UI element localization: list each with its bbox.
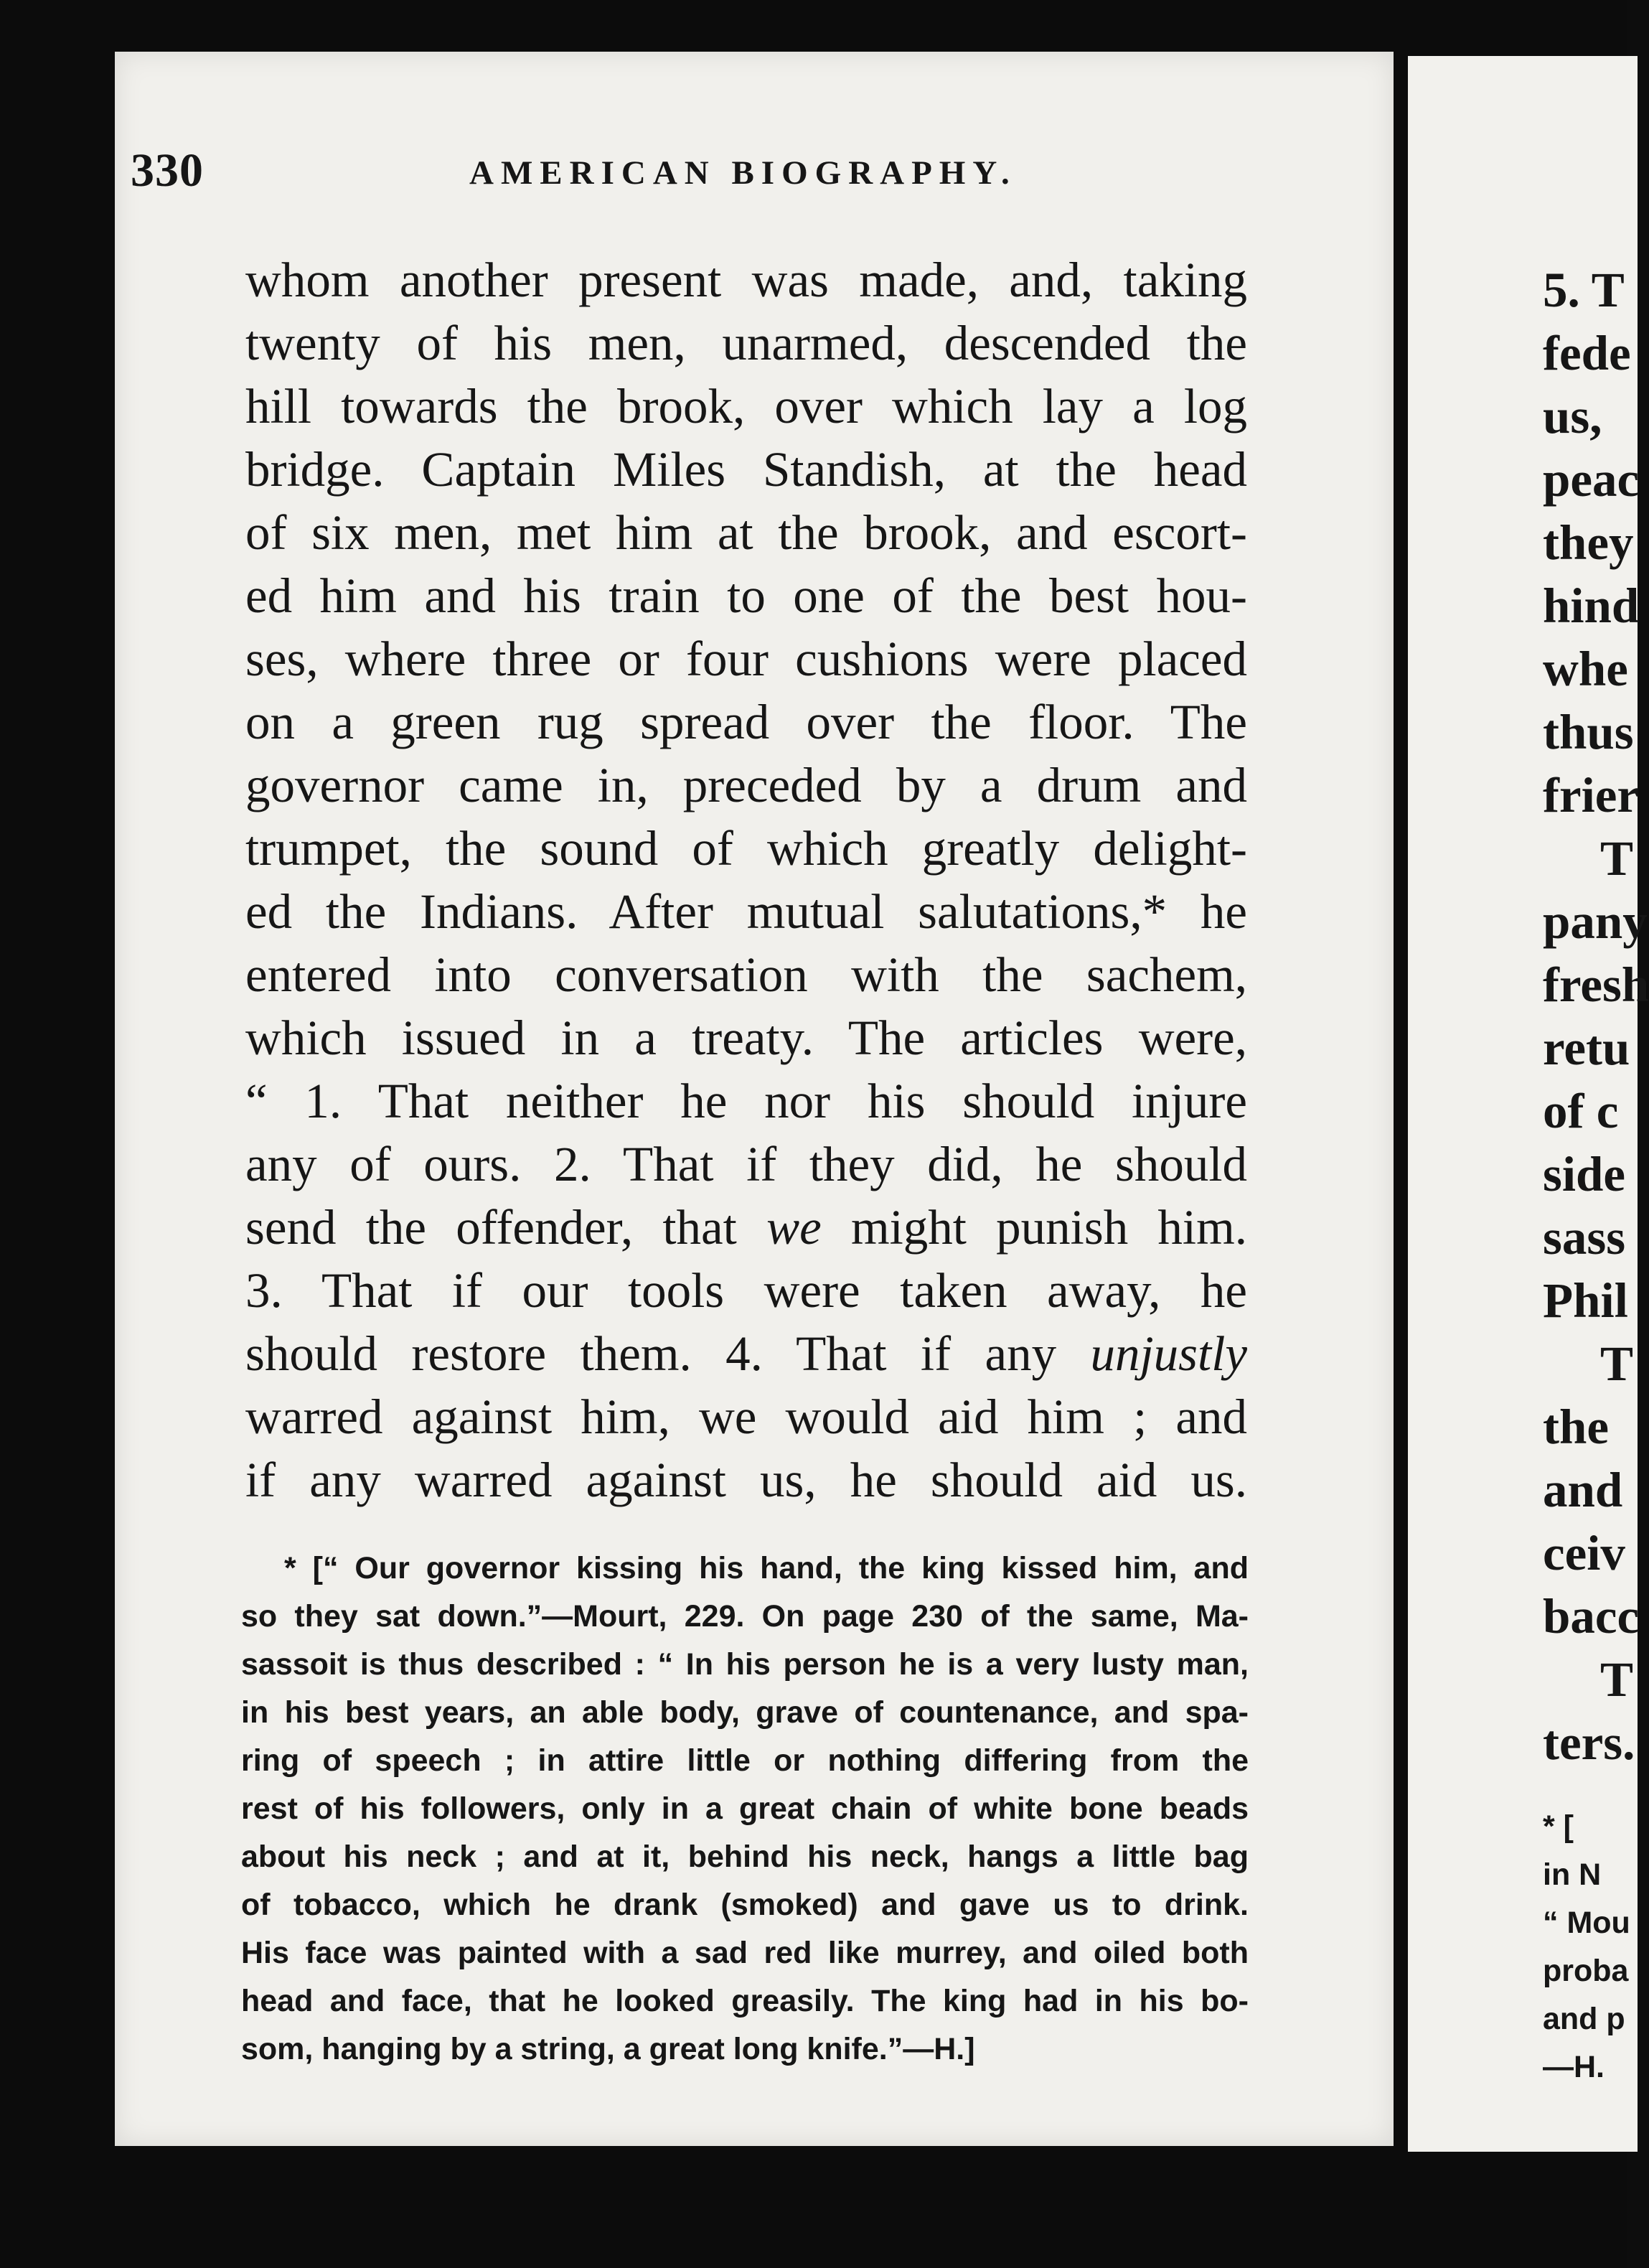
text-line bbox=[245, 1196, 1247, 1259]
right-line: T bbox=[1600, 1652, 1634, 1707]
footnote-line: som, hanging by a string, a great long knife.”—H.] bbox=[241, 2032, 975, 2066]
page-number: 330 bbox=[131, 144, 204, 197]
emphasis-text: unjustly bbox=[1090, 1326, 1247, 1381]
footnote bbox=[241, 1545, 1249, 2073]
running-title: AMERICAN BIOGRAPHY. bbox=[469, 154, 1017, 192]
right-footnote-line: * [ bbox=[1543, 1809, 1574, 1844]
right-line: T bbox=[1600, 1336, 1634, 1391]
right-line: Phil bbox=[1543, 1273, 1628, 1328]
text-line: ses, where three or four cushions were placed bbox=[245, 632, 1247, 686]
right-footnote-line: proba bbox=[1543, 1954, 1629, 1988]
footnote-line: sassoit is thus described : “ In his person he is a very lusty man, bbox=[241, 1647, 1249, 1682]
text-line: of six men, met him at the brook, and escort- bbox=[245, 505, 1247, 560]
text-line: ed the Indians. After mutual salutations,* he bbox=[245, 884, 1247, 939]
text-line bbox=[245, 1322, 1247, 1385]
footnote-line: His face was painted with a sad red like murrey, and oiled both bbox=[241, 1936, 1249, 1970]
running-head bbox=[131, 144, 1250, 208]
footnote-line: rest of his followers, only in a great chain of white bone beads bbox=[241, 1791, 1249, 1826]
right-footnote-line: in N bbox=[1543, 1857, 1602, 1892]
right-line: side bbox=[1543, 1147, 1626, 1201]
main-text bbox=[245, 248, 1247, 1512]
footnote-line: head and face, that he looked greasily. The king had in his bo- bbox=[241, 1984, 1249, 2018]
right-line: pany bbox=[1543, 894, 1648, 949]
right-line: retu bbox=[1543, 1021, 1630, 1075]
right-line: us, bbox=[1543, 389, 1602, 444]
footnote-line: in his best years, an able body, grave of countenance, and spa- bbox=[241, 1695, 1249, 1730]
right-line: ters. bbox=[1543, 1715, 1635, 1770]
footnote-line: so they sat down.”—Mourt, 229. On page 230 of the same, Ma- bbox=[241, 1599, 1249, 1634]
right-line: ceiv bbox=[1543, 1526, 1625, 1580]
right-line: peac bbox=[1543, 452, 1640, 507]
right-line: frier bbox=[1543, 768, 1640, 823]
text-line: hill towards the brook, over which lay a log bbox=[245, 379, 1247, 434]
text-line: governor came in, preceded by a drum and bbox=[245, 758, 1247, 812]
right-footnote-line: “ Mou bbox=[1543, 1906, 1630, 1940]
footnote-line: about his neck ; and at it, behind his neck, hangs a little bag bbox=[241, 1840, 1249, 1874]
right-line: 5. T bbox=[1543, 263, 1625, 317]
right-line: fresh bbox=[1543, 957, 1649, 1012]
text-line: twenty of his men, unarmed, descended the bbox=[245, 316, 1247, 370]
right-line: sass bbox=[1543, 1210, 1626, 1265]
text-line: “ 1. That neither he nor his should injure bbox=[245, 1074, 1247, 1128]
footnote-line: of tobacco, which he drank (smoked) and gave us to drink. bbox=[241, 1888, 1249, 1922]
text-segment: might punish him. bbox=[850, 1200, 1248, 1255]
text-segment: send the offender, that bbox=[245, 1200, 737, 1255]
right-line: they bbox=[1543, 515, 1634, 570]
right-line: the bbox=[1543, 1400, 1609, 1454]
emphasis-text: we bbox=[766, 1200, 822, 1255]
text-line: if any warred against us, he should aid us. bbox=[245, 1453, 1247, 1507]
right-line: bacc bbox=[1543, 1589, 1640, 1644]
text-line: entered into conversation with the sachem, bbox=[245, 947, 1247, 1002]
right-line: and bbox=[1543, 1463, 1623, 1517]
right-page-text bbox=[1543, 258, 1649, 2091]
right-line: whe bbox=[1543, 642, 1628, 696]
right-line: hind bbox=[1543, 578, 1640, 633]
right-line: T bbox=[1600, 831, 1634, 886]
text-line: 3. That if our tools were taken away, he bbox=[245, 1263, 1247, 1318]
text-segment: should restore them. 4. That if any bbox=[245, 1326, 1057, 1381]
text-line: on a green rug spread over the floor. The bbox=[245, 695, 1247, 749]
right-line: fede bbox=[1543, 326, 1631, 380]
right-footnote-line: and p bbox=[1543, 2002, 1625, 2036]
text-line: which issued in a treaty. The articles were, bbox=[245, 1011, 1247, 1065]
text-line: whom another present was made, and, taking bbox=[245, 253, 1247, 307]
text-line: bridge. Captain Miles Standish, at the head bbox=[245, 442, 1247, 497]
text-line: trumpet, the sound of which greatly delight- bbox=[245, 821, 1247, 876]
footnote-line: * [“ Our governor kissing his hand, the king kissed him, and bbox=[284, 1551, 1249, 1585]
footnote-line: ring of speech ; in attire little or nothing differing from the bbox=[241, 1743, 1249, 1778]
text-line: warred against him, we would aid him ; and bbox=[245, 1390, 1247, 1444]
right-line: thus bbox=[1543, 705, 1634, 759]
text-line: ed him and his train to one of the best hou- bbox=[245, 568, 1247, 623]
right-footnote-line: —H. bbox=[1543, 2050, 1605, 2084]
text-line: any of ours. 2. That if they did, he should bbox=[245, 1137, 1247, 1191]
right-line: of c bbox=[1543, 1084, 1619, 1138]
